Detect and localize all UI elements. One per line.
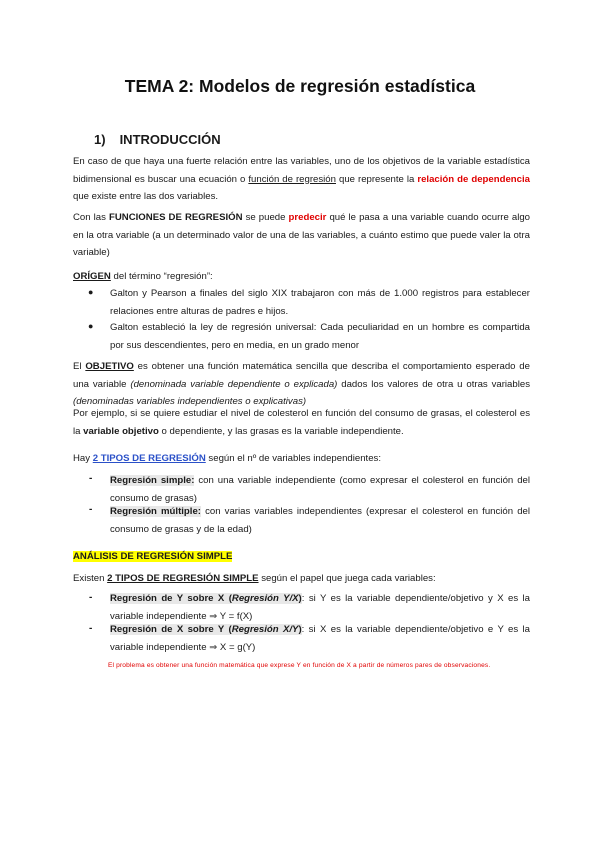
independent-note: (denominadas variables independientes o explicativas): [73, 396, 307, 408]
type-label: Regresión múltiple:: [110, 506, 201, 517]
text: Regresión Y/X: [231, 593, 299, 604]
text: qué le pasa a una variable cuando ocurre algo en la otra variable (a un determinado valor de una de las variables, a cuánto estimo que puede valer la otra variable): [73, 212, 530, 259]
dash-marker: -: [89, 473, 93, 484]
dash-marker: -: [89, 504, 93, 515]
text: ): [298, 624, 302, 635]
text: Hay: [73, 453, 93, 464]
type-label: Regresión simple:: [110, 475, 195, 486]
functions-paragraph: [73, 209, 530, 262]
type-item-simple: [110, 472, 530, 507]
text: según el nº de variables independientes:: [205, 453, 382, 464]
dash-marker: -: [89, 623, 93, 634]
types-term: 2 TIPOS DE REGRESIÓN: [92, 453, 206, 464]
dependency-term: relación de dependencia: [417, 173, 530, 185]
problem-note: El problema es obtener una función matemática que exprese Y en función de X a partir de números pares de observaciones.: [108, 662, 491, 669]
simple-analysis-heading: [73, 548, 530, 566]
origin-bullet: Galton y Pearson a finales del siglo XIX trabajaron con más de 1.000 registros para establecer relaciones entre alturas de padres e hijos.: [110, 288, 530, 317]
section-number: 1): [94, 132, 106, 147]
text: según el papel que juega cada variables:: [258, 573, 436, 584]
dependent-note: (denominada variable dependiente o explicada): [130, 378, 338, 390]
highlighted-heading: ANÁLISIS DE REGRESIÓN SIMPLE: [73, 551, 233, 562]
text: Con las: [73, 212, 109, 223]
target-variable-term: variable objetivo: [83, 425, 159, 437]
example-paragraph: [73, 405, 530, 440]
bullet-dot: ●: [88, 287, 94, 297]
text: Por ejemplo, si se quiere estudiar el nivel de colesterol en función del consumo de grasas, el colesterol es la: [73, 408, 530, 437]
predict-term: predecir: [288, 212, 327, 223]
text: que represente la: [335, 173, 418, 185]
origin-bullet: Galton estableció la ley de regresión universal: Cada peculiaridad en un hombre es compartida por sus descendientes, pero en media, en un grado menor: [110, 322, 530, 351]
regression-function-term: función de regresión: [248, 173, 336, 185]
text: : si X es la variable dependiente/objetivo e Y es la variable independiente ⇒ X = g(Y): [110, 624, 530, 653]
objective-paragraph: [73, 358, 530, 411]
section-heading-introduccion: [94, 132, 221, 147]
text: Regresión X/Y: [231, 624, 299, 635]
simple-types-paragraph: [73, 570, 530, 588]
text: con varias variables independientes (expresar el colesterol en función del consumo de grasas y de la edad): [110, 506, 530, 535]
origin-label: ORÍGEN: [73, 271, 111, 282]
type-label: [110, 593, 302, 604]
text: es obtener una función matemática sencilla que describa el comportamiento esperado de una variable: [73, 361, 530, 390]
simple-type-y-on-x: [110, 590, 530, 625]
intro-paragraph: [73, 153, 530, 206]
text: que existe entre las dos variables.: [73, 191, 219, 203]
dash-marker: -: [89, 592, 93, 603]
simple-type-x-on-y: [110, 621, 530, 656]
origin-heading: [73, 268, 530, 286]
text: Existen: [73, 573, 108, 584]
text: Regresión de Y sobre X (: [110, 593, 232, 604]
text: o dependiente, y las grasas es la variable independiente.: [158, 425, 404, 437]
text: dados los valores de otra u otras variables: [337, 378, 530, 390]
section-label: INTRODUCCIÓN: [119, 132, 221, 147]
text: se puede: [242, 212, 289, 223]
type-label: [110, 624, 302, 635]
text: : si Y es la variable dependiente/objetivo y X es la variable independiente ⇒ Y = f(X): [110, 593, 531, 622]
functions-term: FUNCIONES DE REGRESIÓN: [109, 212, 243, 223]
type-item-multiple: [110, 503, 530, 538]
bullet-dot: ●: [88, 321, 94, 331]
text: ): [298, 593, 302, 604]
text: Regresión de X sobre Y (: [110, 624, 232, 635]
objective-term: OBJETIVO: [85, 361, 134, 372]
text: del término “regresión”:: [110, 271, 213, 282]
text: con una variable independiente (como expresar el colesterol en función del consumo de grasas): [110, 475, 530, 504]
page-title: TEMA 2: Modelos de regresión estadística: [124, 76, 476, 96]
types-paragraph: [73, 450, 530, 468]
text: El: [73, 361, 86, 372]
simple-types-term: 2 TIPOS DE REGRESIÓN SIMPLE: [107, 573, 259, 584]
text: En caso de que haya una fuerte relación entre las variables, uno de los objetivos de la variable estadística bidimensional es buscar una ecuación o: [73, 156, 530, 185]
